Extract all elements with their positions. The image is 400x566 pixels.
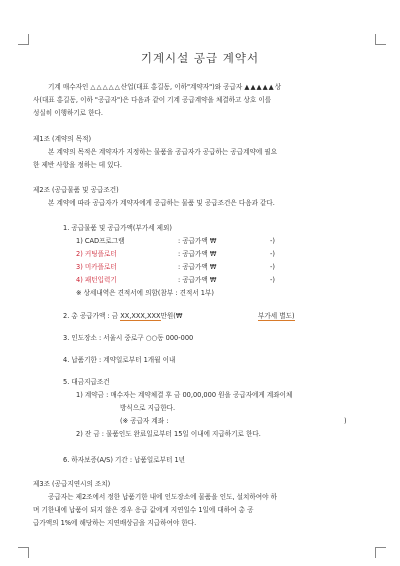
item-4-delivery-deadline: 4. 납품기한 : 계약일로부터 1개월 이내 bbox=[63, 356, 176, 364]
product-price: : 공급가액 ₩ bbox=[178, 276, 217, 284]
buyer-name-mask: △△△△△ bbox=[90, 83, 121, 91]
crop-mark-bottom-left bbox=[18, 547, 29, 558]
item-2-total bbox=[63, 312, 182, 320]
article-3-body-2: 며 기한내에 납품이 되지 않은 경우 응급 값에게 지연일수 1일에 대하여 총 공 bbox=[33, 506, 254, 514]
article-1-body-2: 한 제반 사항을 정하는 데 있다. bbox=[33, 161, 123, 169]
item-3-delivery-place: 3. 인도장소 : 서울시 중로구 ○○동 000-000 bbox=[63, 334, 194, 342]
supplier-account: (※ 공급자 계좌 : bbox=[120, 417, 169, 425]
product-price-end: -) bbox=[270, 237, 275, 245]
intro-line-2: 사(대표 홍길동, 이하 "공급자")은 다음과 같이 기계 공급계약을 체결하고 상호 이를 bbox=[33, 96, 272, 104]
crop-mark-top-right bbox=[375, 34, 386, 45]
document-title: 기계시설 공급 계약서 bbox=[140, 51, 260, 65]
item-2-label: 2. 총 공급가액 : 금 bbox=[63, 312, 121, 320]
product-name: 4) 패턴입력기 bbox=[76, 276, 117, 284]
intro-line-1 bbox=[48, 83, 281, 91]
product-name: 3) 미카플로터 bbox=[76, 263, 117, 271]
crop-mark-top-left bbox=[18, 34, 29, 45]
vat-note: 부가세 별도) bbox=[258, 312, 295, 320]
item-5-heading: 5. 대금지급조건 bbox=[63, 378, 110, 386]
article-3-body-1: 공급자는 제2조에서 정한 납품기한 내에 인도장소에 물품을 인도, 설치하여야 하 bbox=[48, 493, 277, 501]
supplier-account-end: ) bbox=[344, 417, 347, 425]
crop-mark-bottom-right bbox=[375, 547, 386, 558]
article-2-body: 본 계약에 따라 공급자가 계약자에게 공급하는 물품 및 공급조건은 다음과 같다. bbox=[48, 199, 275, 207]
product-price-end: -) bbox=[270, 263, 275, 271]
intro-line-3: 성실히 이행하기로 한다. bbox=[33, 109, 103, 117]
item-1-note: ※ 상세내역은 견적서에 의함(참부 : 견적서 1부) bbox=[76, 289, 214, 297]
product-price-end: -) bbox=[270, 276, 275, 284]
intro-text-a: 기계 매수자인 bbox=[48, 83, 91, 91]
payment-deposit-1: 1) 계약금 : 매수자는 계약체결 후 금 00,00,000 원을 공급자에게 계좌이체 bbox=[76, 391, 293, 399]
intro-text-c: 상 bbox=[274, 83, 282, 91]
product-price: : 공급가액 ₩ bbox=[178, 237, 217, 245]
product-price: : 공급가액 ₩ bbox=[178, 263, 217, 271]
total-amount: XX,XXX,XXX bbox=[120, 312, 161, 320]
article-1-heading: 제1조 (계약의 목적) bbox=[33, 135, 92, 143]
article-3-heading: 제3조 (공급지연시의 조치) bbox=[33, 480, 111, 488]
product-price: : 공급가액 ₩ bbox=[178, 250, 217, 258]
article-3-body-3: 급가액의 1%에 해당하는 지연배상금을 지급하여야 한다. bbox=[33, 519, 197, 527]
product-price-end: -) bbox=[270, 250, 275, 258]
product-name: 2) 커팅플로터 bbox=[76, 250, 117, 258]
item-2-vat bbox=[258, 312, 295, 320]
product-name: 1) CAD프로그램 bbox=[76, 237, 125, 245]
total-currency: 만원(₩ bbox=[160, 312, 183, 320]
intro-text-b: 산업(대표 홍길동, 이하"계약자")와 공급자 bbox=[120, 83, 245, 91]
item-6-warranty: 6. 하자보증(A/S) 기간 : 납품일로부터 1년 bbox=[63, 456, 186, 464]
payment-deposit-2: 방식으로 지급한다. bbox=[120, 404, 176, 412]
article-2-heading: 제2조 (공급물품 및 공급조건) bbox=[33, 186, 119, 194]
supplier-name-mask: ▲▲▲▲▲ bbox=[244, 83, 275, 91]
item-1-heading: 1. 공급물품 및 공급가액(부가세 제외) bbox=[63, 224, 172, 232]
payment-balance: 2) 잔 금 : 물품인도 완료일로부터 15일 이내에 지급하기로 한다. bbox=[76, 430, 261, 438]
article-1-body-1: 본 계약의 목적은 계약자가 지정하는 물품을 공급자가 공급하는 공급계약에 필요 bbox=[48, 148, 278, 156]
